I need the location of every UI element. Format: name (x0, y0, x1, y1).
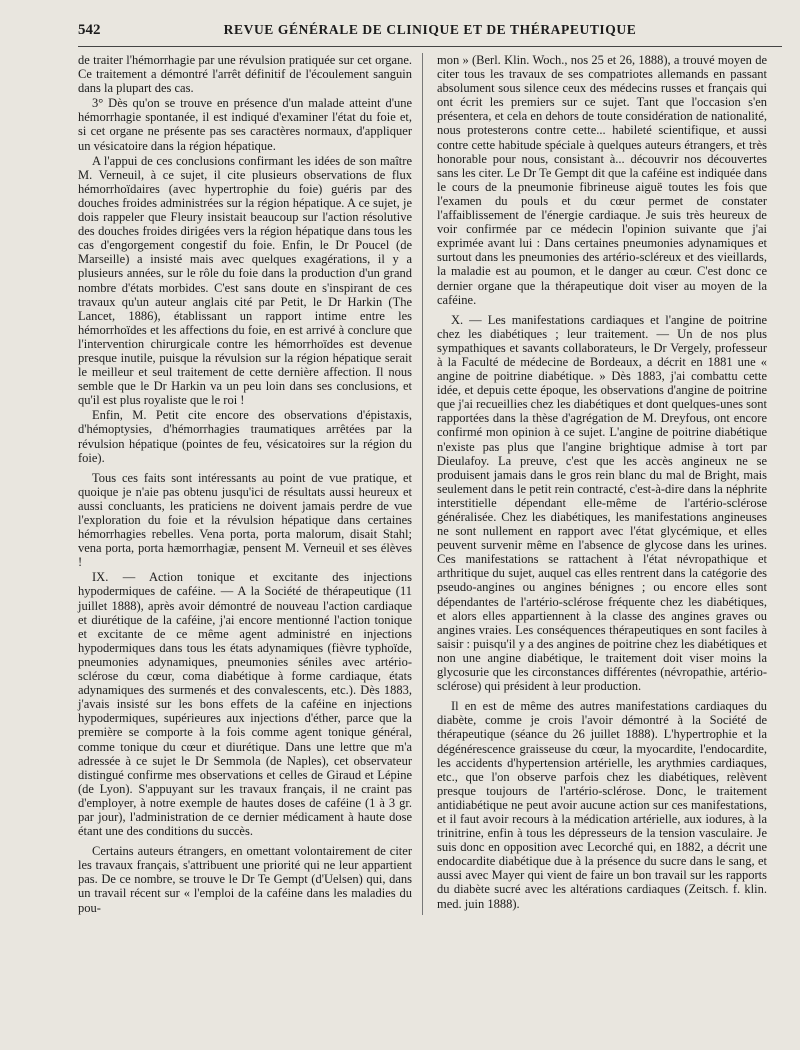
running-title: REVUE GÉNÉRALE DE CLINIQUE ET DE THÉRAPEUTIQUE (223, 22, 637, 37)
paragraph: 3° Dès qu'on se trouve en présence d'un malade atteint d'une hémorrhagie spontanée, il est indiqué d'examiner l'état du foie et, si cet organe ne présente pas ses caractères normaux, d'appliquer un vésicatoire dans la région hépatique. (78, 96, 412, 153)
page-number: 542 (78, 22, 101, 38)
two-column-body (78, 53, 782, 915)
left-column (78, 53, 422, 915)
paragraph: Certains auteurs étrangers, en omettant volontairement de citer les travaux français, s'attribuent une priorité qui ne leur appartient pas. De ce nombre, se trouve le Dr Te Gempt (d'Uelsen) qui, dans un travail récent sur « l'emploi de la caféine dans les maladies du pou- (78, 844, 412, 915)
running-header (78, 22, 782, 47)
paragraph: A l'appui de ces conclusions confirmant les idées de son maître M. Verneuil, à ce sujet, il cite plusieurs observations de flux hémorrhoïdaires (avec hypertrophie du foie) guéris par des douches froides administrées sur la région hépatique. A ce sujet, je dois rappeler que Fleury insistait beaucoup sur l'action résolutive des douches froides dirigées vers la région hépatique dans tous les cas d'engorgement congestif du foie. Enfin, le Dr Poucel (de Marseille) a insisté mais avec quelques exagérations, il y a plusieurs années, sur le rôle du foie dans la production d'un grand nombre d'états morbides. C'est sans doute en s'inspirant de ces travaux qu'un auteur anglais cité par Petit, le Dr Harkin (The Lancet, 1886), établissant un rapport intime entre les hémorrhoïdes et les affections du foie, en est arrivé à conclure que l'intervention chirurgicale contre les hémorrhoïdes est devenue presque inutile, puisque la révulsion sur la région hépatique serait le meilleur et seul traitement de cette dernière affection. Il nous semble que le Dr Harkin va un peu loin dans ses conclusions, et qu'il est plus royaliste que le roi ! (78, 153, 412, 408)
paragraph: de traiter l'hémorrhagie par une révulsion pratiquée sur cet organe. Ce traitement a démontré l'arrêt définitif de l'écoulement sanguin dans la plupart des cas. (78, 53, 412, 96)
right-column (423, 53, 767, 915)
paragraph: Enfin, M. Petit cite encore des observations d'épistaxis, d'hémoptysies, d'hémorrhagies traumatiques arrêtées par la révulsion hépatique (pointes de feu, vésicatoires sur la région du foie). (78, 408, 412, 465)
paragraph: Tous ces faits sont intéressants au point de vue pratique, et quoique je n'aie pas obtenu jusqu'ici de résultats aussi heureux et aussi concluants, les praticiens ne doivent jamais perdre de vue l'exploration du foie et la révulsion hépatique dans certaines hémorrhagies rebelles. Vena porta, porta malorum, disait Stahl; vena porta, porta hæmorrhagiæ, pensent M. Verneuil et ses élèves ! (78, 470, 412, 570)
paragraph: mon » (Berl. Klin. Woch., nos 25 et 26, 1888), a trouvé moyen de citer tous les travaux de ses compatriotes allemands en passant absolument sous silence ceux des médecins russes et français qui ont écrit les premiers sur ce sujet. Tant que l'occasion s'en présentera, et cela en dehors de toute considération de nationalité, nous protesterons contre cette... habileté scientifique, et aussi contre cette habitude spéciale à quelques auteurs étrangers, et très honorable pour nous, consistant à... découvrir nos découvertes sans les citer. Le Dr Te Gempt dit que la caféine est indiquée dans le cours de la pneumonie fibrineuse aiguë toutes les fois que l'examen du pouls et du cœur permet de constater l'affaiblissement de l'énergie cardiaque. Je suis très heureux de voir confirmée par ce médecin l'opinion suivante que j'ai exprimée avant lui : Dans certaines pneumonies adynamiques et surtout dans les pneumonies des artério-scléreux et des vieillards, la maladie est au poumon, et le danger au cœur. C'est donc ce dernier organe que la thérapeutique doit viser au moyen de la caféine. (437, 53, 767, 307)
section-paragraph: IX. — Action tonique et excitante des injections hypodermiques de caféine. — A la Société de thérapeutique (11 juillet 1888), après avoir démontré de nouveau l'action cardiaque et diurétique de la caféine, j'ai encore mentionné l'action tonique et excitante de ce même agent administré en injections hypodermiques dans tous les états adynamiques (fièvre typhoïde, pneumonies adynamiques, pneumonies séniles avec artério-sclérose du cœur, coma diabétique à forme cardiaque, états adynamiques des surmenés et des convalescents, etc.). Dès 1883, j'avais insisté sur les bons effets de la caféine en injections hypodermiques, supérieures aux injections d'éther, parce que la première se comporte à la fois comme agent tonique général, comme tonique du cœur et diurétique. Dans une lettre que m'a adressée à ce sujet le Dr Semmola (de Naples), cet observateur distingué confirme mes observations et celles de Giraud et Lépine (de Lyon). S'appuyant sur les travaux français, il ne craint pas d'employer, à notre exemple de hautes doses de caféine (1 à 3 gr. par jour), l'administration de ce dernier médicament à haute dose étant une des conditions du succès. (78, 570, 412, 839)
section-paragraph: X. — Les manifestations cardiaques et l'angine de poitrine chez les diabétiques ; leur traitement. — Un de nos plus sympathiques et savants collaborateurs, le Dr Vergely, professeur à la Faculté de médecine de Bordeaux, a décrit en 1881 une « angine de poitrine diabétique. » Dès 1883, j'ai combattu cette idée, et depuis cette époque, les observations d'angine de poitrine que j'ai recueillies chez les diabétiques et dont quelques-unes sont rapportées dans la thèse d'agrégation de M. Dreyfous, ont encore confirmé mon opinion à ce sujet. L'angine de poitrine diabétique n'existe pas plus que l'angine brightique admise à tort par Dieulafoy. La preuve, c'est que les accès angineux ne se produisent jamais dans le gros rein blanc du mal de Bright, mais seulement dans le petit rein contracté, c'est-à-dire dans la néphrite interstitielle dépendant elle-même de l'artério-sclérose généralisée. Chez les diabétiques, les manifestations angineuses ne sont nullement en rapport avec l'état glycémique, et elles peuvent survenir même en l'absence de glycose dans les urines. Ces manifestations se rattachent à l'état névropathique et arthritique du sujet, auquel cas elles rentrent dans la catégorie des pseudo-angines ou angines bénignes ; ou encore elles sont dépendantes de l'artério-sclérose fréquente chez les diabétiques, et alors elles appartiennent à la classe des angines graves ou angines vraies. Les conséquences thérapeutiques en sont faciles à saisir : puisqu'il y a des angines de poitrine chez les diabétiques et non une angine diabétique, le traitement doit viser moins la glycosurie que les circonstances différentes (névropathie, artério-sclérose) qui président à leur production. (437, 312, 767, 694)
paragraph: Il en est de même des autres manifestations cardiaques du diabète, comme je crois l'avoir démontré à la Société de thérapeutique (séance du 26 juillet 1888). L'hypertrophie et la dégénérescence graisseuse du cœur, la myocardite, l'endocardite, les accidents d'hypertension artérielle, les arythmies cardiaques, etc., que l'on observe parfois chez les diabétiques, relèvent presque toujours de l'artério-sclérose. Donc, le traitement antidiabétique ne peut avoir aucune action sur ces manifestations, et il faut avoir recours à la médication artérielle, aux iodures, à la trinitrine, enfin à tous les dépresseurs de la tension vasculaire. Je suis donc en opposition avec Lecorché qui, en 1882, a décrit une endocardite diabétique due à la présence du sucre dans le sang, et aussi avec Mayer qui vient de faire un bon travail sur les rapports du diabète sucré avec les altérations cardiaques (Zeitsch. f. klin. med. juin 1888). (437, 699, 767, 911)
